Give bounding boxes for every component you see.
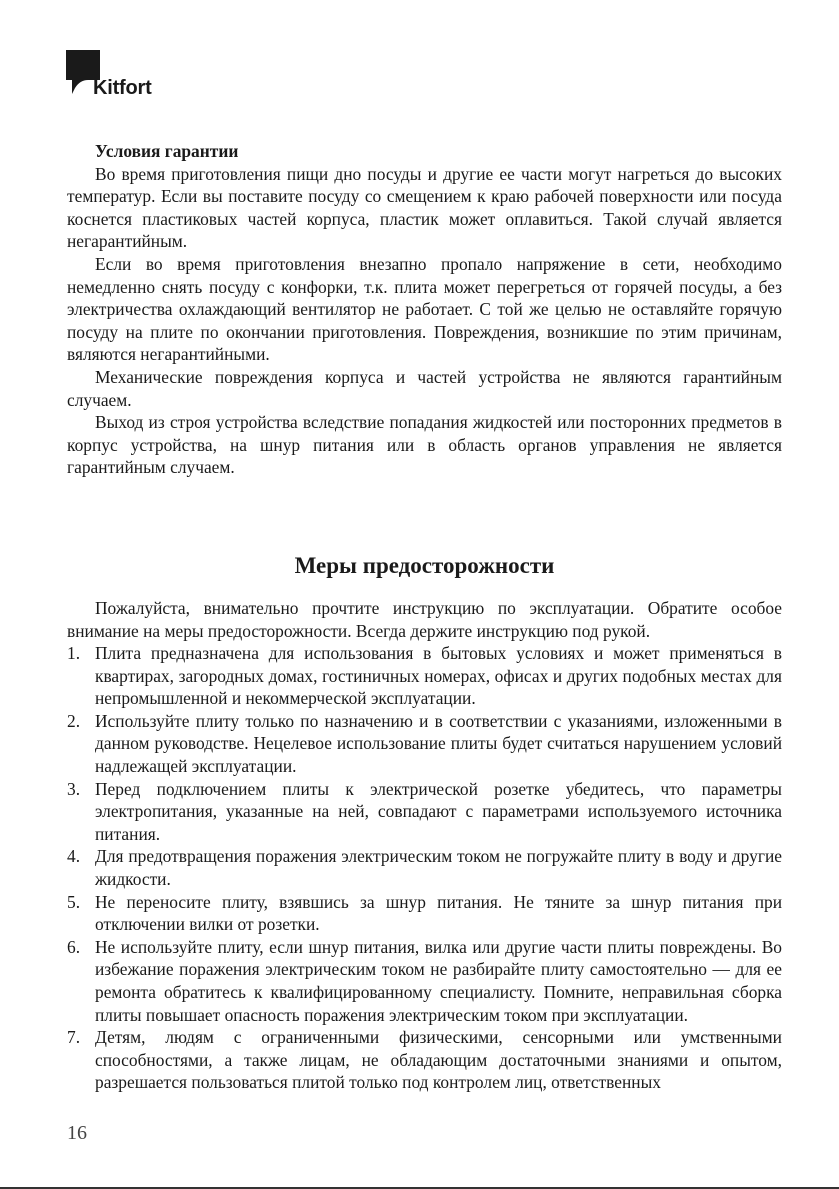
page-content	[67, 140, 782, 1094]
warranty-paragraph: Во время приготовления пищи дно посуды и другие ее части могут нагреться до высоких температур. Если вы поставите посуду со смещением к краю рабочей поверхности или посуда коснется пластиковых частей корпуса, пластик может оплавиться. Такой случай является негарантийным.	[67, 163, 782, 252]
list-item	[67, 642, 782, 710]
list-item	[67, 1026, 782, 1094]
list-item	[67, 710, 782, 778]
brand-name: Kitfort	[93, 77, 152, 99]
warranty-section	[67, 140, 782, 479]
list-item-number: 1.	[67, 643, 81, 664]
precautions-section	[67, 597, 782, 1094]
list-item	[67, 891, 782, 936]
warranty-paragraph: Выход из строя устройства вследствие попадания жидкостей или посторонних предметов в корпус устройства, на шнур питания или в область органов управления не является гарантийным случаем.	[67, 412, 782, 478]
list-item-number: 6.	[67, 936, 81, 957]
list-item-number: 3.	[67, 778, 81, 799]
precautions-title: Меры предосторожности	[294, 552, 555, 578]
precautions-list	[67, 642, 782, 1094]
list-item-text: Не переносите плиту, взявшись за шнур питания. Не тяните за шнур питания при отключении вилки от розетки.	[95, 891, 782, 935]
list-item-text: Используйте плиту только по назначению и в соответствии с указаниями, изложенными в данном руководстве. Нецелевое использование плиты будет считаться нарушением условий надлежащей эксплуатации.	[95, 710, 782, 777]
warranty-paragraph: Механические повреждения корпуса и частей устройства не являются гарантийным случаем.	[67, 366, 782, 410]
kitfort-logo	[66, 50, 176, 98]
list-item-text: Детям, людям с ограниченными физическими, сенсорными или умственными способностями, а также лицам, не обладающим достаточными знаниями и опытом, разрешается пользоваться плитой только под контролем лиц, ответственных	[95, 1027, 782, 1093]
list-item-text: Для предотвращения поражения электрическим током не погружайте плиту в воду и другие жидкости.	[95, 846, 782, 890]
precautions-intro: Пожалуйста, внимательно прочтите инструкцию по эксплуатации. Обратите особое внимание на меры предосторожности. Всегда держите инструкцию под рукой.	[67, 597, 782, 641]
page-number: 16	[67, 1122, 87, 1144]
list-item-text: Не используйте плиту, если шнур питания, вилка или другие части плиты повреждены. Во избежание поражения электрическим током не разбирайте плиту самостоятельно — для ее ремонта обратитесь к квалифицированному специалисту. Помните, неправильная сборка плиты повышает опасность поражения электрическим током при эксплуатации.	[95, 936, 782, 1025]
list-item	[67, 936, 782, 1026]
warranty-heading: Условия гарантии	[95, 141, 239, 161]
list-item-number: 4.	[67, 846, 81, 867]
list-item	[67, 845, 782, 890]
list-item-number: 7.	[67, 1027, 81, 1048]
list-item-text: Перед подключением плиты к электрической розетке убедитесь, что параметры электропитания, указанные на ней, совпадают с параметрами используемого источника питания.	[95, 778, 782, 844]
list-item-text: Плита предназначена для использования в бытовых условиях и может применяться в квартирах, загородных домах, гостиничных номерах, офисах и других подобных местах для непромышленной и некоммерческой эксплуатации.	[95, 643, 782, 709]
list-item-number: 2.	[67, 710, 81, 731]
list-item-number: 5.	[67, 891, 81, 912]
list-item	[67, 778, 782, 846]
warranty-paragraph: Если во время приготовления внезапно пропало напряжение в сети, необходимо немедленно снять посуду с конфорки, т.к. плита может перегреться от горячей посуды, а без электричества охлаждающий вентилятор не работает. С той же целью не оставляйте горячую посуду на плите по окончании приготовления. Повреждения, возникшие по этим причинам, вяляются негарантийными.	[67, 253, 782, 365]
